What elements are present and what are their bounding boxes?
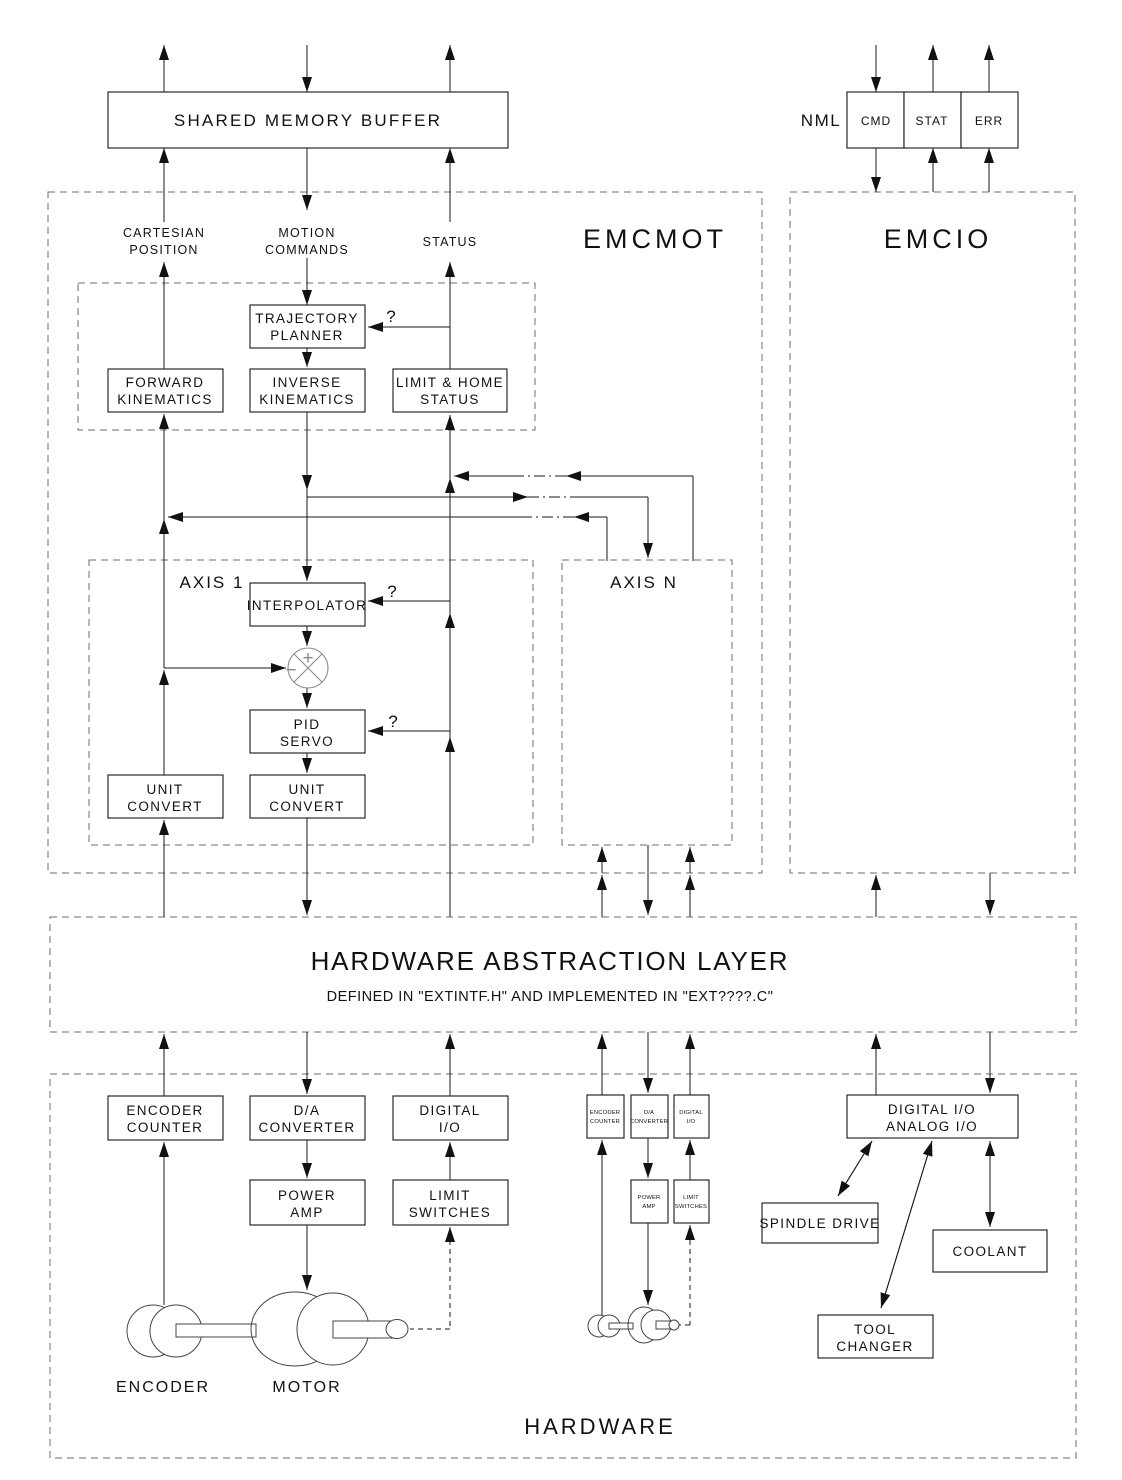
- pid-servo-label: SERVO: [279, 734, 335, 749]
- question-mark: ?: [386, 307, 396, 326]
- nml-stat-label: STAT: [915, 114, 949, 128]
- coolant-label: COOLANT: [952, 1244, 1028, 1259]
- digital-io-label: DIGITAL: [419, 1103, 481, 1118]
- motion-commands-label: COMMANDS: [265, 243, 349, 257]
- axisn-boundary: [562, 560, 732, 845]
- emcio-title: EMCIO: [883, 224, 993, 254]
- power-amp-label-small: POWER: [637, 1195, 661, 1201]
- trajectory-planner-label: TRAJECTORY: [255, 311, 359, 326]
- da-converter-label-small: D/A: [643, 1110, 655, 1116]
- tool-changer-label: CHANGER: [836, 1339, 914, 1354]
- motor-device-label: MOTOR: [272, 1379, 342, 1396]
- limit-switches-label: LIMIT: [429, 1188, 471, 1203]
- hal-subtitle: DEFINED IN "EXTINTF.H" AND IMPLEMENTED IN "EXT????.C": [326, 989, 774, 1005]
- limit-home-status-label: LIMIT & HOME: [395, 375, 505, 390]
- cartesian-position-label: CARTESIAN: [122, 226, 206, 240]
- da-converter-label-small: CONVERTER: [629, 1119, 669, 1125]
- axisn-title: AXIS N: [610, 573, 678, 592]
- encoder-counter-label: COUNTER: [126, 1120, 204, 1135]
- nml-err-label: ERR: [974, 114, 1004, 128]
- shaft-shape: [176, 1324, 256, 1337]
- encoder-counter-box-small: [587, 1095, 624, 1138]
- shared-memory-buffer-label: SHARED MEMORY BUFFER: [173, 111, 443, 130]
- digital-analog-io-label: ANALOG I/O: [885, 1119, 979, 1134]
- axis1-title: AXIS 1: [179, 573, 245, 592]
- da-converter-box-small: [631, 1095, 668, 1138]
- limit-home-status-label: STATUS: [420, 392, 480, 407]
- da-converter-label: D/A: [293, 1103, 321, 1118]
- power-amp-box-small: [631, 1180, 668, 1223]
- limit-switches-label-small: LIMIT: [683, 1195, 699, 1201]
- encoder-counter-label-small: COUNTER: [589, 1119, 621, 1125]
- motor-shaft-end-small: [669, 1320, 679, 1330]
- digital-io-label: I/O: [438, 1120, 462, 1135]
- encoder-device-label: ENCODER: [115, 1379, 211, 1396]
- sum-minus-sign: −: [285, 660, 297, 681]
- question-mark: ?: [387, 582, 397, 601]
- power-amp-label: AMP: [290, 1205, 324, 1220]
- flow-line: [881, 1141, 932, 1308]
- nml-cmd-label: CMD: [860, 114, 892, 128]
- sum-plus-sign: +: [302, 648, 314, 669]
- emcmot-title: EMCMOT: [583, 224, 727, 254]
- hardware-title: HARDWARE: [524, 1414, 676, 1439]
- trajectory-planner-label: PLANNER: [270, 328, 344, 343]
- unit-convert-label: UNIT: [288, 782, 326, 797]
- encoder-counter-label: ENCODER: [126, 1103, 204, 1118]
- unit-convert-label: CONVERT: [269, 799, 345, 814]
- digital-io-label-small: I/O: [686, 1119, 696, 1125]
- forward-kinematics-label: KINEMATICS: [117, 392, 213, 407]
- pid-servo-label: PID: [293, 717, 321, 732]
- limit-switches-label-small: SWITCHES: [674, 1204, 708, 1210]
- encoder-counter-label-small: ENCODER: [589, 1110, 621, 1116]
- unit-convert-label: UNIT: [146, 782, 184, 797]
- limit-switches-box-small: [674, 1180, 709, 1223]
- shaft-shape-small: [609, 1323, 633, 1329]
- forward-kinematics-label: FORWARD: [125, 375, 205, 390]
- limit-switches-label: SWITCHES: [408, 1205, 492, 1220]
- motion-commands-label: MOTION: [278, 226, 336, 240]
- digital-io-label-small: DIGITAL: [679, 1110, 703, 1116]
- unit-convert-label: CONVERT: [127, 799, 203, 814]
- flow-line: [838, 1141, 872, 1196]
- digital-analog-io-label: DIGITAL I/O: [887, 1102, 977, 1117]
- emcmot-boundary: [48, 192, 762, 873]
- motor-shaft-end: [386, 1320, 408, 1339]
- emcio-boundary: [790, 192, 1075, 873]
- interpolator-label: INTERPOLATOR: [246, 598, 368, 613]
- inverse-kinematics-label: KINEMATICS: [259, 392, 355, 407]
- status-label: STATUS: [422, 235, 478, 249]
- tool-changer-label: TOOL: [853, 1322, 897, 1337]
- digital-io-box-small: [674, 1095, 709, 1138]
- spindle-drive-label: SPINDLE DRIVE: [759, 1216, 881, 1231]
- question-mark: ?: [388, 712, 398, 731]
- power-amp-label: POWER: [277, 1188, 337, 1203]
- hal-title: HARDWARE ABSTRACTION LAYER: [310, 946, 790, 976]
- cartesian-position-label: POSITION: [129, 243, 199, 257]
- power-amp-label-small: AMP: [642, 1204, 656, 1210]
- inverse-kinematics-label: INVERSE: [272, 375, 342, 390]
- nml-label: NML: [800, 111, 842, 130]
- da-converter-label: CONVERTER: [258, 1120, 356, 1135]
